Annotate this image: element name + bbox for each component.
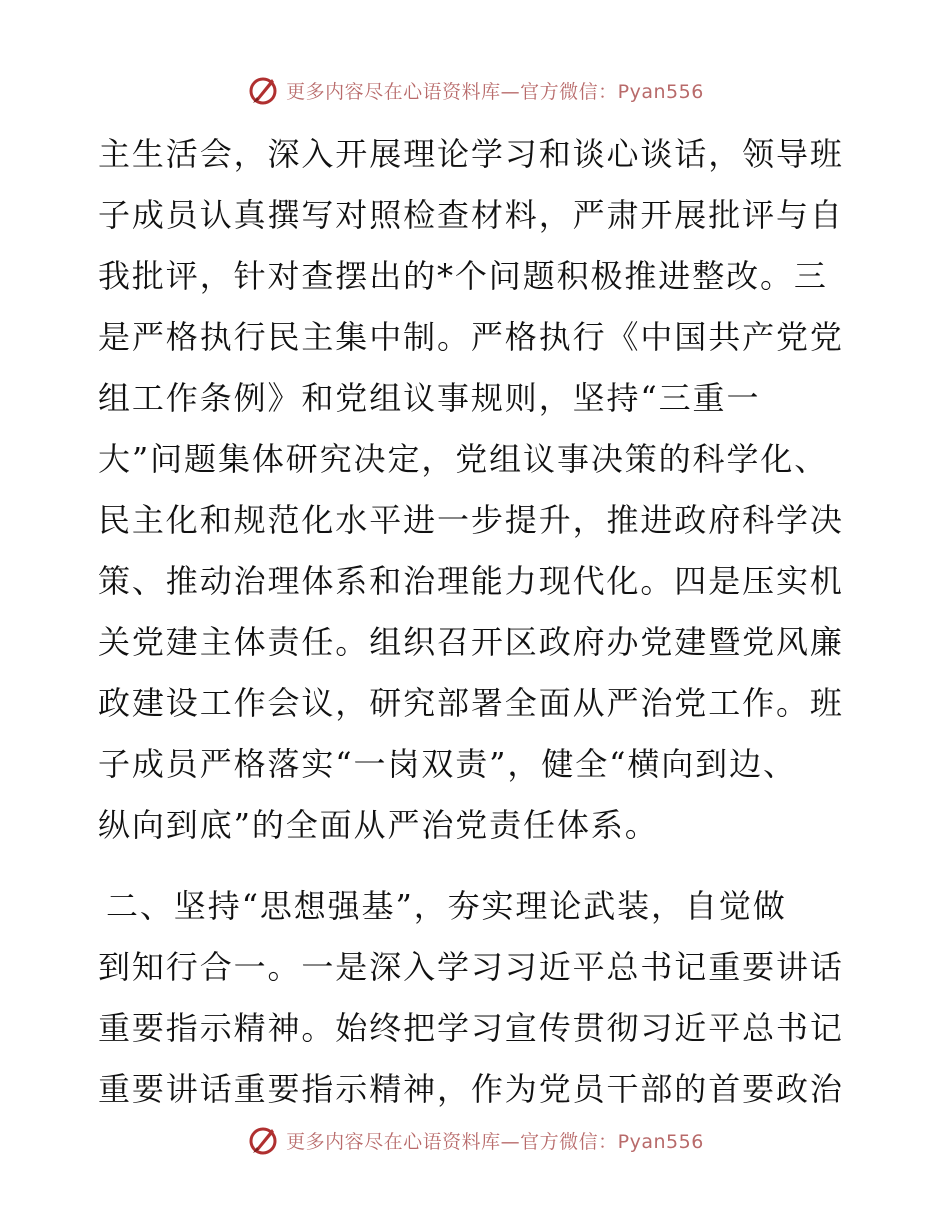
section-heading-line: 二、坚持“思想强基”，夯实理论武装，自觉做: [106, 887, 787, 925]
document-body: [98, 124, 852, 1120]
text-line: 纵向到底”的全面从严治党责任体系。: [98, 806, 659, 844]
text-line: 策、推动治理体系和治理能力现代化。四是压实机: [98, 562, 844, 600]
text-line: 我批评，针对查摆出的*个问题积极推进整改。三: [98, 257, 828, 295]
text-line: 子成员严格落实“一岗双责”，健全“横向到边、: [98, 745, 797, 783]
footer-banner-text: 更多内容尽在心语资料库—官方微信：Pyan556: [286, 1130, 704, 1153]
text-line: 到知行合一。一是深入学习习近平总书记重要讲话: [98, 948, 844, 986]
text-line: 民主化和规范化水平进一步提升，推进政府科学决: [98, 501, 844, 539]
text-line: 主生活会，深入开展理论学习和谈心谈话，领导班: [98, 135, 844, 173]
quill-pen-circle-logo-icon: [246, 1123, 280, 1157]
text-line: 组工作条例》和党组议事规则，坚持“三重一: [98, 379, 761, 417]
text-line: 政建设工作会议，研究部署全面从严治党工作。班: [98, 684, 844, 722]
header-watermark-banner: [0, 70, 950, 110]
text-line: 子成员认真撰写对照检查材料，严肃开展批评与自: [98, 196, 844, 234]
text-line: 重要指示精神。始终把学习宣传贯彻习近平总书记: [98, 1009, 844, 1047]
text-line: 是严格执行民主集中制。严格执行《中国共产党党: [98, 318, 844, 356]
text-line: 大”问题集体研究决定，党组议事决策的科学化、: [98, 440, 829, 478]
footer-watermark-banner: [0, 1120, 950, 1160]
text-line: 关党建主体责任。组织召开区政府办党建暨党风廉: [98, 623, 844, 661]
paragraph-1: [98, 124, 852, 856]
paragraph-2: [98, 876, 852, 1120]
header-banner-text: 更多内容尽在心语资料库—官方微信：Pyan556: [286, 80, 704, 103]
text-line: 重要讲话重要指示精神，作为党员干部的首要政治: [98, 1070, 844, 1108]
quill-pen-circle-logo-icon: [246, 73, 280, 107]
